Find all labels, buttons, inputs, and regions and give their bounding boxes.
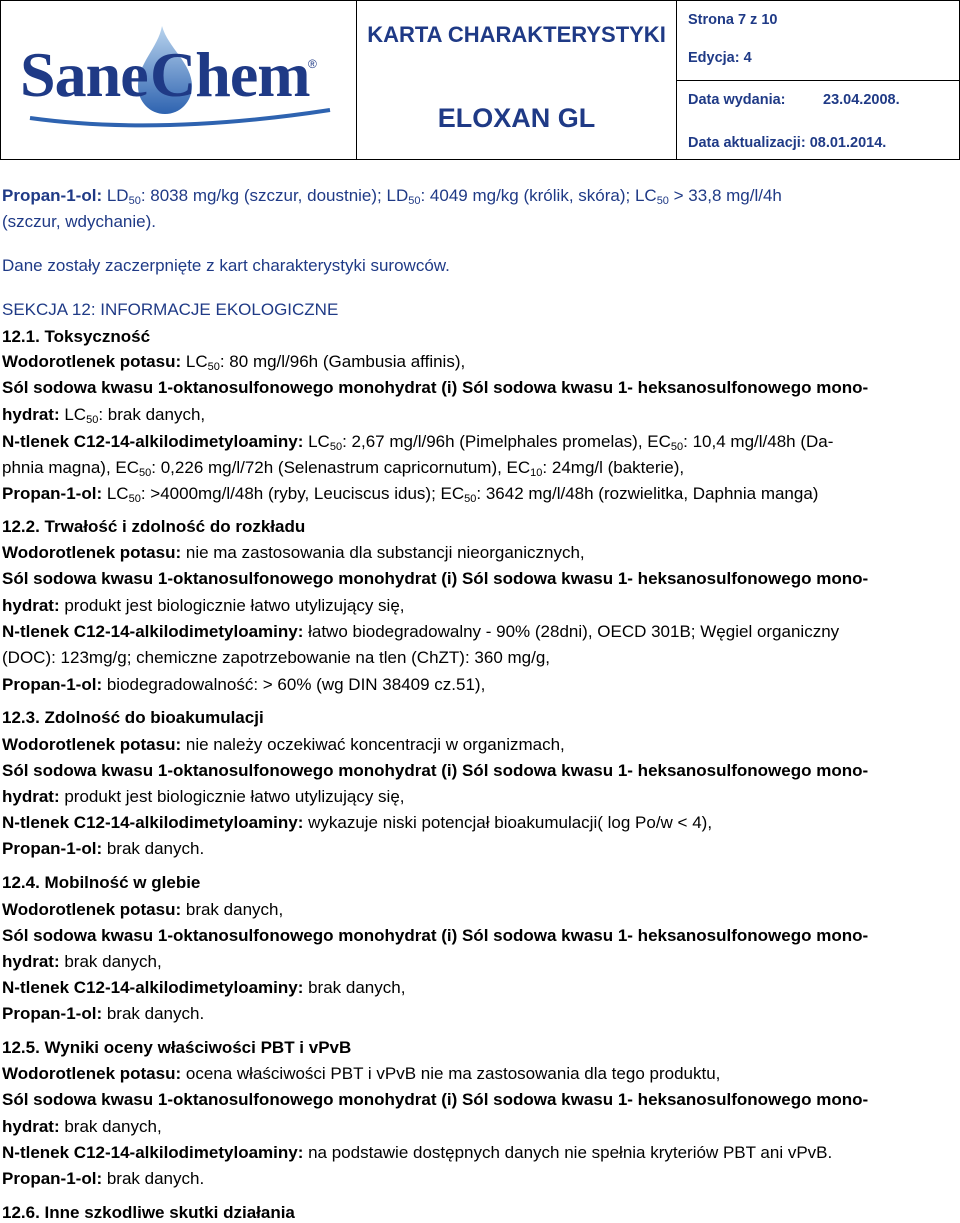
update-date-label: Data aktualizacji: [688,135,806,151]
mobility-amine: N-tlenek C12-14-alkilodimetyloaminy: brak danych, [2,978,406,997]
degradation-salt-line1: Sól sodowa kwasu 1-oktanosulfonowego monohydrat (i) Sól sodowa kwasu 1- heksanosulfonowego mono- [2,569,869,588]
svg-text:Chem: Chem [150,39,310,110]
toxicity-propanol: Propan-1-ol: $LC_{50}$: >4000mg/l/48h (ryby, Leuciscus idus); $EC_{50}$: 3642 mg/l/48h (rozwielitka, Daphnia manga) [2,484,819,505]
doc-type-title: KARTA CHARAKTERYSTYKI [367,22,666,47]
toxicity-salt-line2: hydrat: $LC_{50}$: brak danych, [2,405,206,426]
degradation-amine-line1: N-tlenek C12-14-alkilodimetyloaminy: łatwo biodegradowalny - 90% (28dni), OECD 301B; Węgiel organiczny [2,622,840,641]
pbt-amine: N-tlenek C12-14-alkilodimetyloaminy: na podstawie dostępnych danych nie spełnia kryteriów PBT ani vPvB. [2,1143,833,1162]
toxicity-salt-line1: Sól sodowa kwasu 1-oktanosulfonowego monohydrat (i) Sól sodowa kwasu 1- heksanosulfonowego mono- [2,378,869,397]
heading-12-2: 12.2. Trwałość i zdolność do rozkładu [2,517,306,536]
heading-12-5: 12.5. Wyniki oceny właściwości PBT i vPvB [2,1038,352,1057]
issue-date-label: Data wydania: [688,92,786,108]
issue-date-row [688,92,900,108]
document-header [0,0,960,160]
heading-12-4: 12.4. Mobilność w glebie [2,873,201,892]
propanol-toxicity-line2: (szczur, wdychanie). [2,212,156,231]
section-title: SEKCJA 12: INFORMACJE EKOLOGICZNE [2,300,339,319]
heading-12-1: 12.1. Toksyczność [2,327,151,346]
bioaccumulation-amine: N-tlenek C12-14-alkilodimetyloaminy: wykazuje niski potencjał bioakumulacji( log Po/w < 4), [2,813,713,832]
mobility-salt-line1: Sól sodowa kwasu 1-oktanosulfonowego monohydrat (i) Sól sodowa kwasu 1- heksanosulfonowego mono- [2,926,869,945]
toxicity-amine-line2: phnia magna), $EC_{50}$: 0,226 mg/l/72h (Selenastrum capricornutum), $EC_{10}$: 24mg/l (bakterie), [2,458,685,479]
issue-date: 23.04.2008. [823,92,900,108]
source-note: Dane zostały zaczerpnięte z kart charakterystyki surowców. [2,256,450,275]
degradation-koh: Wodorotlenek potasu: nie ma zastosowania dla substancji nieorganicznych, [2,543,585,562]
pbt-koh: Wodorotlenek potasu: ocena właściwości PBT i vPvB nie ma zastosowania dla tego produktu, [2,1064,721,1083]
pbt-salt-line2: hydrat: brak danych, [2,1117,162,1136]
bioaccumulation-propanol: Propan-1-ol: brak danych. [2,839,205,858]
page-number: Strona 7 z 10 [688,12,778,28]
degradation-amine-line2: (DOC): 123mg/g; chemiczne zapotrzebowanie na tlen (ChZT): 360 mg/g, [2,648,551,667]
bioaccumulation-koh: Wodorotlenek potasu: nie należy oczekiwać koncentracji w organizmach, [2,735,565,754]
toxicity-koh: Wodorotlenek potasu: $LC_{50}$: 80 mg/l/96h (Gambusia affinis), [2,352,466,373]
mobility-koh: Wodorotlenek potasu: brak danych, [2,900,284,919]
degradation-propanol: Propan-1-ol: biodegradowalność: > 60% (wg DIN 38409 cz.51), [2,675,486,694]
heading-12-6: 12.6. Inne szkodliwe skutki działania [2,1203,295,1222]
degradation-salt-line2: hydrat: produkt jest biologicznie łatwo utylizujący się, [2,596,405,615]
pbt-salt-line1: Sól sodowa kwasu 1-oktanosulfonowego monohydrat (i) Sól sodowa kwasu 1- heksanosulfonowego mono- [2,1090,869,1109]
update-date: 08.01.2014. [809,135,887,151]
heading-12-3: 12.3. Zdolność do bioakumulacji [2,708,264,727]
svg-text:Sane: Sane [20,39,148,110]
propanol-toxicity-line: Propan-1-ol: $LD_{50}$: 8038 mg/kg (szczur, doustnie); $LD_{50}$: 4049 mg/kg (królik, skóra); $LC_{50} > 33,8$ mg/l/4h [2,186,782,207]
svg-text:®: ® [308,57,317,71]
bioaccumulation-salt-line2: hydrat: produkt jest biologicznie łatwo utylizujący się, [2,787,405,806]
pbt-propanol: Propan-1-ol: brak danych. [2,1169,205,1188]
edition: Edycja: 4 [688,50,752,66]
mobility-salt-line2: hydrat: brak danych, [2,952,162,971]
update-date-row [688,135,886,151]
toxicity-amine-line1: N-tlenek C12-14-alkilodimetyloaminy: $LC_{50}$: 2,67 mg/l/96h (Pimelphales promelas), $EC_{50}$: 10,4 mg/l/48h (Da- [2,432,834,453]
mobility-propanol: Propan-1-ol: brak danych. [2,1004,205,1023]
sanechem-logo [10,18,350,143]
header-divider [676,80,960,81]
bioaccumulation-salt-line1: Sól sodowa kwasu 1-oktanosulfonowego monohydrat (i) Sól sodowa kwasu 1- heksanosulfonowego mono- [2,761,869,780]
product-name: ELOXAN GL [437,103,596,133]
